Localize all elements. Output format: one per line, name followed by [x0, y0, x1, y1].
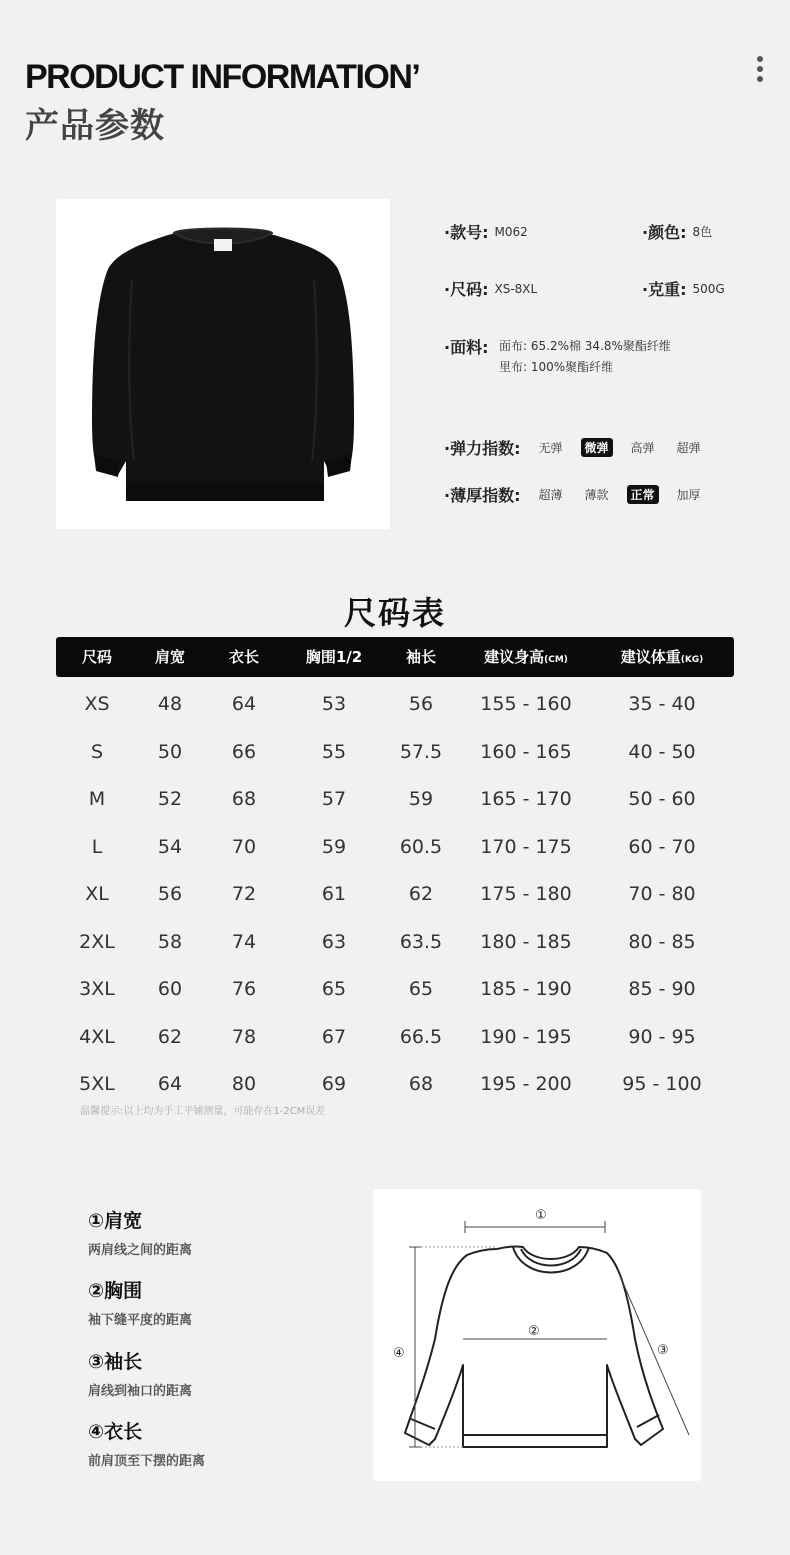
header-chest: 胸围1/2 — [305, 648, 363, 666]
table-cell: 63 — [321, 930, 347, 953]
label-chest: ② — [528, 1324, 540, 1339]
thickness-option: 超薄 — [538, 488, 563, 502]
elasticity-option: 无弹 — [538, 441, 563, 455]
thickness-option: 加厚 — [676, 488, 701, 502]
page-title-en: PRODUCT INFORMATION’ — [25, 58, 420, 96]
legend-title: ④衣长 — [88, 1421, 143, 1443]
legend-chest — [88, 1276, 192, 1328]
product-photo — [56, 199, 390, 529]
table-cell: XS — [84, 693, 110, 715]
size-value: XS-8XL — [494, 281, 538, 296]
table-cell: 59 — [408, 788, 434, 810]
elasticity-index — [444, 436, 705, 459]
table-cell: 59 — [321, 835, 347, 858]
table-cell: 58 — [157, 930, 183, 953]
fabric-spec — [444, 335, 488, 358]
table-cell: 53 — [321, 693, 347, 715]
legend-shoulder — [88, 1206, 192, 1258]
page-title-cn: 产品参数 — [25, 106, 165, 146]
table-row — [56, 966, 734, 1014]
table-cell: S — [90, 740, 104, 763]
table-cell: 68 — [408, 1073, 434, 1095]
size-range — [444, 277, 537, 300]
table-cell: 70 — [231, 835, 257, 858]
table-row — [56, 1014, 734, 1062]
header-weight: 建议体重(KG) — [620, 648, 704, 666]
table-cell: 74 — [231, 930, 257, 953]
table-cell: 64 — [231, 693, 257, 715]
table-cell: 60 — [157, 978, 183, 1000]
table-cell: 57.5 — [399, 740, 443, 763]
table-cell: 66.5 — [399, 1025, 443, 1048]
weight-label: ·克重: — [642, 280, 687, 299]
label-sleeve: ③ — [657, 1343, 669, 1358]
legend-desc: 前肩顶至下摆的距离 — [88, 1454, 206, 1469]
table-cell: 190 - 195 — [480, 1025, 572, 1048]
table-cell: 2XL — [79, 930, 115, 953]
color-value: 8色 — [692, 225, 713, 239]
measurement-diagram — [373, 1189, 701, 1481]
table-cell: 48 — [157, 693, 183, 715]
size-table-header — [56, 637, 734, 677]
table-cell: 62 — [408, 883, 434, 905]
table-cell: 175 - 180 — [480, 883, 572, 905]
table-cell: 95 - 100 — [622, 1073, 702, 1095]
style-number — [444, 220, 528, 243]
table-cell: 160 - 165 — [480, 740, 572, 763]
thickness-index — [444, 483, 705, 506]
table-cell: 3XL — [79, 978, 115, 1000]
thickness-option-selected: 正常 — [627, 485, 659, 504]
label-length: ④ — [393, 1346, 405, 1361]
table-row — [56, 729, 734, 777]
label-shoulder: ① — [535, 1208, 547, 1223]
table-cell: 180 - 185 — [480, 930, 572, 953]
table-cell: 67 — [321, 1025, 347, 1048]
elasticity-option: 高弹 — [630, 441, 655, 455]
weight-value: 500G — [692, 281, 725, 296]
legend-title: ①肩宽 — [88, 1210, 143, 1232]
table-cell: 68 — [231, 788, 257, 810]
sweatshirt-image — [56, 199, 390, 529]
table-cell: 50 — [157, 740, 183, 763]
table-row — [56, 824, 734, 872]
legend-desc: 两肩线之间的距离 — [88, 1243, 193, 1258]
table-cell: 165 - 170 — [480, 788, 572, 810]
table-cell: XL — [85, 883, 109, 905]
size-chart-title: 尺码表 — [343, 594, 446, 632]
measurement-note: 温馨提示:以上均为手工平铺测量，可能存在1-2CM误差 — [80, 1106, 326, 1117]
table-cell: 70 - 80 — [628, 883, 696, 905]
table-cell: 155 - 160 — [480, 693, 572, 715]
weight-spec — [642, 277, 725, 300]
size-table — [56, 637, 734, 1109]
size-table-body — [56, 681, 734, 1109]
table-cell: 57 — [321, 788, 347, 810]
table-cell: 60 - 70 — [628, 835, 696, 858]
size-label: ·尺码: — [444, 280, 489, 299]
table-cell: 80 — [231, 1073, 257, 1095]
table-cell: 54 — [157, 835, 183, 858]
table-cell: 195 - 200 — [480, 1073, 572, 1095]
table-cell: 65 — [408, 978, 434, 1000]
table-cell: 76 — [231, 978, 257, 1000]
legend-title: ②胸围 — [88, 1280, 143, 1302]
table-row — [56, 776, 734, 824]
style-label: ·款号: — [444, 223, 489, 242]
table-row — [56, 681, 734, 729]
more-menu-icon[interactable] — [752, 56, 768, 86]
legend-title: ③袖长 — [88, 1351, 143, 1373]
table-cell: 63.5 — [399, 930, 443, 953]
table-cell: 90 - 95 — [628, 1025, 696, 1048]
table-cell: 5XL — [79, 1073, 115, 1095]
table-cell: 56 — [157, 883, 183, 905]
table-cell: 55 — [321, 740, 347, 763]
table-cell: 69 — [321, 1073, 347, 1095]
table-cell: 185 - 190 — [480, 978, 572, 1000]
header-length: 衣长 — [228, 648, 260, 666]
table-row — [56, 919, 734, 967]
table-cell: 62 — [157, 1025, 183, 1048]
legend-sleeve — [88, 1347, 192, 1399]
style-value: M062 — [494, 224, 528, 239]
fabric-details — [499, 336, 671, 378]
header-size: 尺码 — [81, 648, 113, 666]
table-cell: 61 — [321, 883, 347, 905]
table-cell: 72 — [231, 883, 257, 905]
header-sleeve: 袖长 — [405, 648, 437, 666]
table-cell: 66 — [231, 740, 257, 763]
sweatshirt-outline — [373, 1189, 701, 1481]
table-cell: 60.5 — [399, 835, 443, 858]
table-cell: M — [88, 788, 106, 810]
color-label: ·颜色: — [642, 223, 687, 242]
legend-desc: 肩线到袖口的距离 — [88, 1384, 193, 1399]
elasticity-label: ·弹力指数: — [444, 439, 521, 458]
thickness-option: 薄款 — [584, 488, 609, 502]
table-cell: 52 — [157, 788, 183, 810]
fabric-inner: 里布: 100%聚酯纤维 — [499, 360, 614, 374]
header-height: 建议身高(CM) — [484, 648, 568, 666]
table-cell: 56 — [408, 693, 434, 715]
elasticity-option-selected: 微弹 — [581, 438, 613, 457]
table-cell: 50 - 60 — [628, 788, 696, 810]
elasticity-option: 超弹 — [676, 441, 701, 455]
color-spec — [642, 220, 712, 243]
table-cell: 65 — [321, 978, 347, 1000]
table-cell: 78 — [231, 1025, 257, 1048]
table-cell: 80 - 85 — [628, 930, 696, 953]
table-cell: 35 - 40 — [628, 693, 696, 715]
table-cell: 64 — [157, 1073, 183, 1095]
table-row — [56, 871, 734, 919]
fabric-outer: 面布: 65.2%棉 34.8%聚酯纤维 — [499, 339, 671, 353]
header-shoulder: 肩宽 — [154, 648, 186, 666]
table-cell: L — [91, 835, 103, 858]
table-cell: 85 - 90 — [628, 978, 696, 1000]
legend-length — [88, 1417, 205, 1469]
table-cell: 40 - 50 — [628, 740, 696, 763]
fabric-label: ·面料: — [444, 338, 489, 357]
thickness-label: ·薄厚指数: — [444, 486, 521, 505]
table-cell: 4XL — [79, 1025, 115, 1048]
table-cell: 170 - 175 — [480, 835, 572, 858]
legend-desc: 袖下缝平度的距离 — [88, 1313, 193, 1328]
